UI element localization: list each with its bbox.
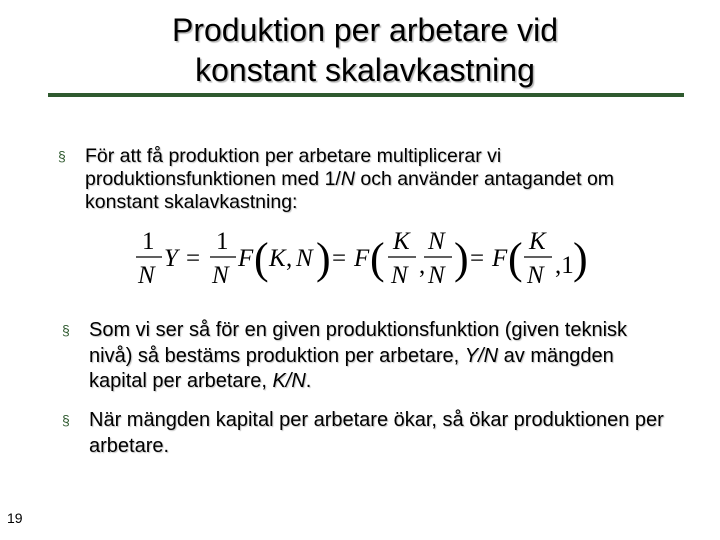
bullet-1-text-b: och använder antagandet om konstant skalavkastning: — [85, 168, 615, 213]
bullet-1-text — [85, 145, 658, 214]
bullet-marker: § — [58, 148, 66, 164]
formula-num-n: N — [428, 228, 445, 255]
formula-image — [130, 223, 590, 293]
formula-num-1: 1 — [142, 228, 155, 255]
formula-den-n: N — [428, 262, 445, 289]
formula-lparen: ( — [370, 234, 385, 283]
page-number: 19 — [7, 510, 23, 526]
formula-f: F — [354, 245, 370, 272]
bullet-marker: § — [62, 322, 70, 338]
slide-title-line-1: Produktion per arbetare vid — [172, 12, 558, 48]
slide-title-line-2: konstant skalavkastning — [195, 52, 535, 88]
bullet-2-text — [89, 318, 672, 395]
bullet-2-text-yn: Y/N — [464, 344, 499, 367]
formula-den-n: N — [527, 262, 544, 289]
title-underline — [48, 93, 684, 97]
formula-lparen: ( — [254, 234, 269, 283]
formula-rparen: ) — [454, 234, 469, 283]
formula-lparen: ( — [508, 234, 523, 283]
bullet-2-text-b: av mängden kapital per arbetare, — [89, 344, 614, 392]
formula-k: K — [269, 245, 286, 272]
bullet-1-text-a: För att få produktion per arbetare multiplicerar vi produktionsfunktionen med 1/ — [85, 145, 502, 190]
formula-den-n: N — [391, 262, 408, 289]
bullet-3-text: När mängden kapital per arbetare ökar, så ökar produktionen per arbetare. — [89, 409, 664, 457]
formula-num-2: 1 — [216, 228, 229, 255]
slide-title — [20, 10, 710, 90]
formula-comma-one: ,1 — [555, 252, 574, 279]
formula-den-n: N — [212, 262, 229, 289]
formula-y: Y — [164, 245, 178, 272]
formula-comma: , — [286, 245, 293, 272]
formula-n: N — [296, 245, 313, 272]
bullet-2-text-kn: K/N — [272, 370, 306, 392]
formula-num-k: K — [393, 228, 410, 255]
formula-f: F — [492, 245, 508, 272]
formula-rparen: ) — [316, 234, 331, 283]
formula-equals-1: = — [186, 245, 201, 272]
bullet-1-text-n: N — [340, 168, 355, 190]
bullet-2-text-a: Som vi ser så för en given produktionsfunktion (given teknisk nivå) så bestäms produktion per arbetare, — [89, 319, 628, 367]
bullet-1 — [58, 145, 658, 214]
formula-equals-3: = — [470, 245, 485, 272]
bullet-3 — [62, 408, 672, 459]
formula-equals-2: = — [332, 245, 347, 272]
formula-num-k: K — [529, 228, 546, 255]
bullet-2 — [62, 318, 672, 395]
bullet-marker: § — [62, 412, 70, 428]
formula-rparen: ) — [573, 234, 588, 283]
formula-comma: , — [419, 252, 426, 279]
bullet-2-text-c: . — [305, 370, 312, 392]
formula-den-n: N — [138, 262, 155, 289]
formula-f: F — [238, 245, 254, 272]
